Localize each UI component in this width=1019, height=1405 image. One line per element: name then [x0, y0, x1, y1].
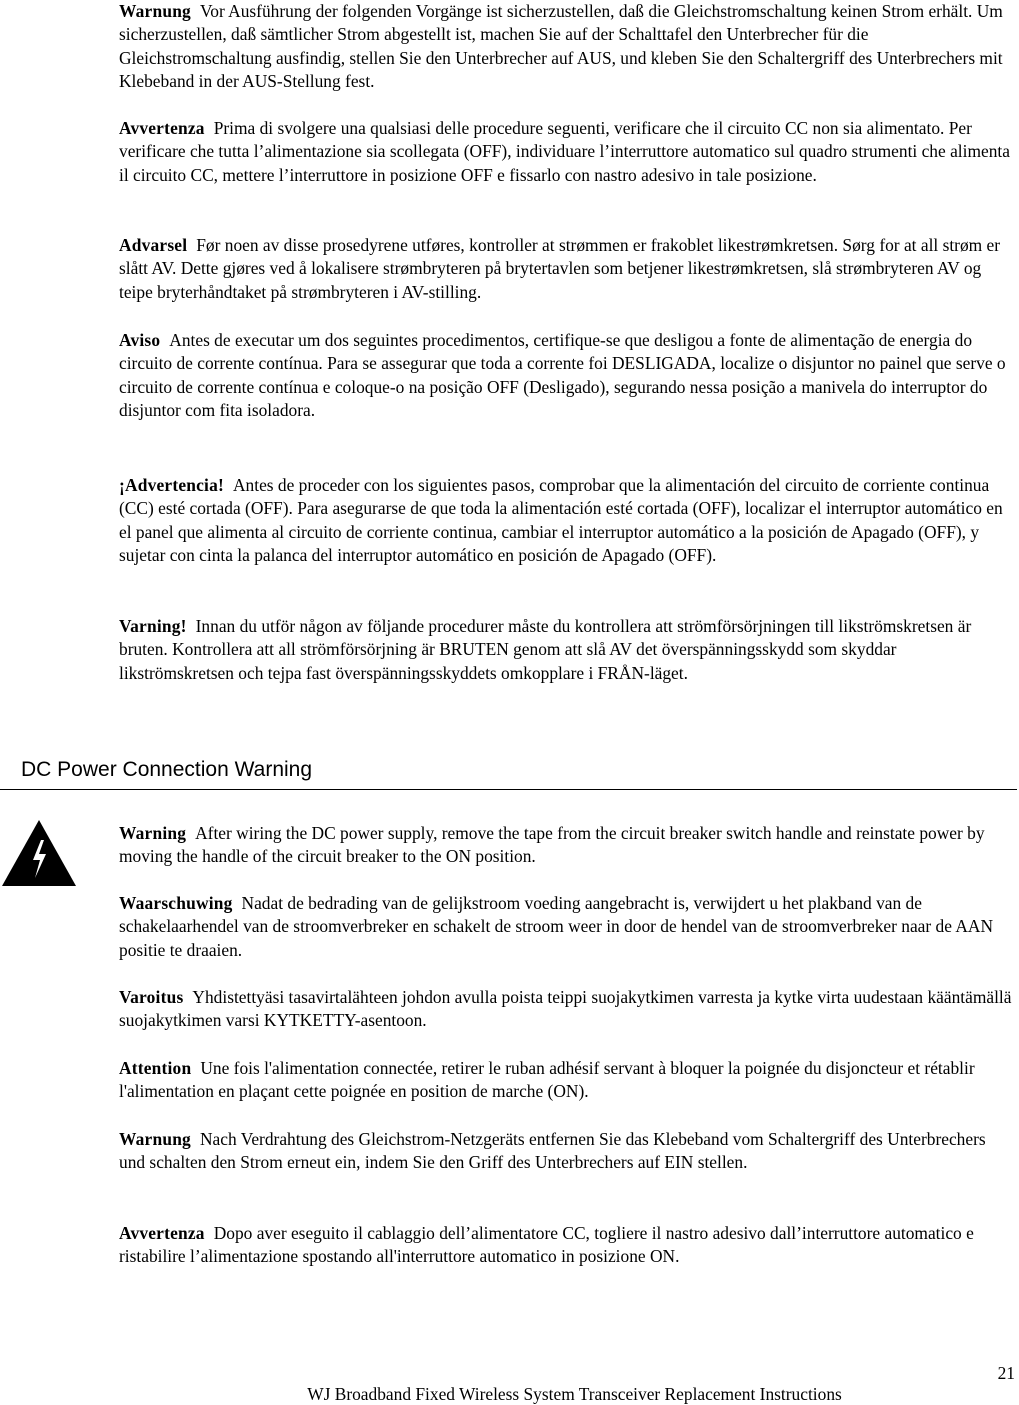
- warning-paragraph-no: [119, 234, 1014, 304]
- warning-text: Dopo aver eseguito il cablaggio dell’alimentatore CC, togliere il nastro adesivo dall’interruttore automatico e ristabilire l’alimentazione spostando all'interruttore automatico in posizione ON.: [119, 1223, 974, 1267]
- warning-text: Vor Ausführung der folgenden Vorgänge ist sicherzustellen, daß die Gleichstromschaltung keinen Strom erhält. Um sicherzustellen, daß sämtlicher Strom abgestellt ist, machen Sie auf der Schalttafel den Unterbrecher für die Gleichstromschaltung ausfindig, stellen Sie den Unterbrecher auf AUS, und kleben Sie den Schaltergriff des Unterbrechers mit Klebeband in der AUS-Stellung fest.: [119, 1, 1003, 92]
- warning-paragraph-sv: [119, 615, 1014, 685]
- warning-label: ¡Advertencia!: [119, 475, 224, 495]
- warning-paragraph-pt: [119, 329, 1014, 423]
- section-divider: [0, 789, 1017, 790]
- warning-text: Nadat de bedrading van de gelijkstroom voeding aangebracht is, verwijdert u het plakband van de schakelaarhendel van de stroomverbreker en schakelt de stroom weer in door de hendel van de stroomverbreker naar de AAN positie te draaien.: [119, 893, 994, 960]
- footer-document-title: WJ Broadband Fixed Wireless System Transceiver Replacement Instructions: [307, 1384, 842, 1404]
- warning-text: Innan du utför någon av följande procedurer måste du kontrollera att strömförsörjningen till likströmskretsen är bruten. Kontrollera att all strömförsörjning är BRUTEN genom att slå AV det överspänningsskydd som skyddar likströmskretsen och tejpa fast överspänningsskyddets omkopplare i FRÅN-läget.: [119, 616, 972, 683]
- warning-label: Warning: [119, 823, 187, 843]
- warning-paragraph-es: [119, 474, 1014, 568]
- warning-label: Attention: [119, 1058, 192, 1078]
- warning-text: Nach Verdrahtung des Gleichstrom-Netzgeräts entfernen Sie das Klebeband vom Schaltergriff des Unterbrechers und schalten den Strom erneut ein, indem Sie den Griff des Unterbrechers auf EIN stellen.: [119, 1129, 986, 1173]
- warning-label: Waarschuwing: [119, 893, 233, 913]
- dc-warning-paragraph-nl: [119, 892, 1014, 962]
- warning-text: Prima di svolgere una qualsiasi delle procedure seguenti, verificare che il circuito CC non sia alimentato. Per verificare che tutta l’alimentazione sia scollegata (OFF), individuare l’interruttore automatico sul quadro strumenti che alimenta il circuito CC, mettere l’interruttore in posizione OFF e fissarlo con nastro adesivo in tale posizione.: [119, 118, 1010, 185]
- warning-text: Før noen av disse prosedyrene utføres, kontroller at strømmen er frakoblet likestrømkretsen. Sørg for at all strøm er slått AV. Dette gjøres ved å lokalisere strømbryteren på brytertavlen som betjener likestrømkretsen, slå strømbryteren AV og teipe bryterhåndtaket på strømbryteren i AV-stilling.: [119, 235, 1001, 302]
- dc-warning-paragraph-fi: [119, 986, 1014, 1033]
- dc-warning-paragraph-it: [119, 1222, 1014, 1269]
- warning-text: Yhdistettyäsi tasavirtalähteen johdon avulla poista teippi suojakytkimen varresta ja kytke virta uudestaan kääntämällä suojakytkimen varsi KYTKETTY-asentoon.: [119, 987, 1012, 1031]
- warning-label: Avvertenza: [119, 1223, 205, 1243]
- warning-label: Advarsel: [119, 235, 188, 255]
- dc-warning-paragraph-fr: [119, 1057, 1014, 1104]
- warning-label: Varning!: [119, 616, 187, 636]
- warning-label: Warnung: [119, 1129, 191, 1149]
- warning-label: Warnung: [119, 1, 191, 21]
- warning-label: Varoitus: [119, 987, 184, 1007]
- section-heading: DC Power Connection Warning: [21, 758, 313, 781]
- warning-label: Aviso: [119, 330, 161, 350]
- warning-paragraph-it: [119, 117, 1014, 187]
- warning-text: Antes de proceder con los siguientes pasos, comprobar que la alimentación del circuito de corriente continua (CC) esté cortada (OFF). Para asegurarse de que toda la alimentación esté cortada (OFF), localizar el interruptor automático en el panel que alimenta al circuito de corriente continua, cambiar el interruptor automático a la posición de Apagado (OFF), y sujetar con cinta la palanca del interruptor automático en posición de Apagado (OFF).: [119, 475, 1003, 566]
- warning-text: After wiring the DC power supply, remove the tape from the circuit breaker switch handle and reinstate power by moving the handle of the circuit breaker to the ON position.: [119, 823, 985, 867]
- page-number: 21: [997, 1363, 1015, 1383]
- warning-text: Antes de executar um dos seguintes procedimentos, certifique-se que desligou a fonte de alimentação de energia do circuito de corrente contínua. Para se assegurar que toda a corrente foi DESLIGADA, localize o disjuntor no painel que serve o circuito de corrente contínua e coloque-o na posição OFF (Desligado), segurando nessa posição a manivela do interruptor do disjuntor com fita isoladora.: [119, 330, 1006, 421]
- warning-label: Avvertenza: [119, 118, 205, 138]
- warning-text: Une fois l'alimentation connectée, retirer le ruban adhésif servant à bloquer la poignée du disjoncteur et rétablir l'alimentation en plaçant cette poignée en position de marche (ON).: [119, 1058, 975, 1102]
- warning-triangle-icon: [0, 818, 78, 888]
- dc-warning-paragraph-en: [119, 822, 1014, 869]
- dc-warning-paragraph-de: [119, 1128, 1014, 1175]
- warning-paragraph-de: [119, 0, 1014, 94]
